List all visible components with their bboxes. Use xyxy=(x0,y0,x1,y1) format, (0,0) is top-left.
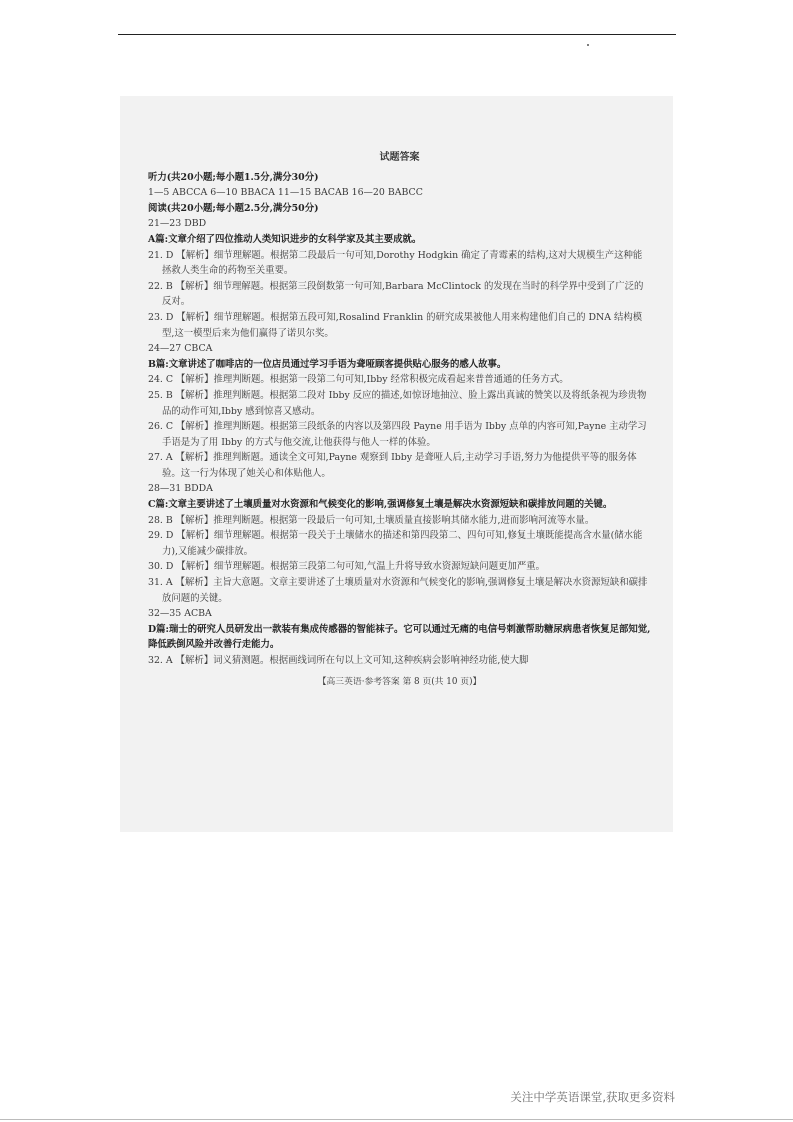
passage-a-summary: A篇:文章介绍了四位推动人类知识进步的女科学家及其主要成就。 xyxy=(148,233,422,245)
passage-b-summary: B篇:文章讲述了咖啡店的一位店员通过学习手语为聋哑顾客提供贴心服务的感人故事。 xyxy=(148,358,507,370)
answer-23: 23. D 【解析】细节理解题。根据第五段可知,Rosalind Franklin 的研究成果被他人用来构建他们自己的 DNA 结构模型,这一模型后来为他们赢得了诺贝尔奖。 xyxy=(148,311,643,339)
group-c-answers: 28—31 BDDA xyxy=(148,483,213,495)
scanned-answer-sheet xyxy=(120,96,673,832)
passage-d-summary: D篇:瑞士的研究人员研发出一款装有集成传感器的智能袜子。它可以通过无痛的电信号刺激帮助糖尿病患者恢复足部知觉,降低跌倒风险并改善行走能力。 xyxy=(148,623,651,651)
group-d-answers: 32—35 ACBA xyxy=(148,608,212,620)
answer-29: 29. D 【解析】细节理解题。根据第一段关于土壤储水的描述和第四段第二、四句可知,修复土壤既能提高含水量(储水能力),又能减少碳排放。 xyxy=(148,530,643,557)
group-b-answers: 24—27 CBCA xyxy=(148,343,213,355)
answer-21: 21. D 【解析】细节理解题。根据第二段最后一句可知,Dorothy Hodgkin 确定了青霉素的结构,这对大规模生产这种能拯救人类生命的药物至关重要。 xyxy=(148,249,643,277)
passage-c-summary: C篇:文章主要讲述了土壤质量对水资源和气候变化的影响,强调修复土壤是解决水资源短缺和碳排放问题的关键。 xyxy=(148,499,613,511)
answer-22: 22. B 【解析】细节理解题。根据第三段倒数第一句可知,Barbara McClintock 的发现在当时的科学界中受到了广泛的反对。 xyxy=(148,280,644,308)
page-footer: 【高三英语·参考答案 第 8 页(共 10 页)】 xyxy=(317,676,482,687)
answer-26: 26. C 【解析】推理判断题。根据第三段纸条的内容以及第四段 Payne 用手语为 Ibby 点单的内容可知,Payne 主动学习手语是为了用 Ibby 的方式与他交流,让他获得与他人一样的体验。 xyxy=(148,421,647,448)
page-title: 试题答案 xyxy=(379,152,420,163)
header-rule xyxy=(118,34,676,35)
answer-28: 28. B 【解析】推理判断题。根据第一段最后一句可知,土壤质量直接影响其储水能力,进而影响河流等水量。 xyxy=(148,514,595,526)
answer-24: 24. C 【解析】推理判断题。根据第一段第二句可知,Ibby 经常积极完成看起来普普通通的任务方式。 xyxy=(148,374,569,386)
listening-answers: 1—5 ABCCA 6—10 BBACA 11—15 BACAB 16—20 BABCC xyxy=(148,187,423,199)
answer-31: 31. A 【解析】主旨大意题。文章主要讲述了土壤质量对水资源和气候变化的影响,强调修复土壤是解决水资源短缺和碳排放问题的关键。 xyxy=(148,577,648,604)
answer-30: 30. D 【解析】细节理解题。根据第三段第二句可知,气温上升将导致水资源短缺问题更加严重。 xyxy=(148,561,545,573)
footer-rule xyxy=(0,1119,793,1120)
group-a-answers: 21—23 DBD xyxy=(148,218,207,230)
listening-header: 听力(共20小题;每小题1.5分,满分30分) xyxy=(148,171,319,183)
reading-header: 阅读(共20小题;每小题2.5分,满分50分) xyxy=(148,202,319,214)
answer-32: 32. A 【解析】词义猜测题。根据画线词所在句以上文可知,这种疾病会影响神经功能,使大脚 xyxy=(148,655,529,666)
speck xyxy=(587,44,589,46)
answer-27: 27. A 【解析】推理判断题。通读全文可知,Payne 观察到 Ibby 是聋哑人后,主动学习手语,努力为他提供平等的服务体验。这一行为体现了她关心和体贴他人。 xyxy=(148,452,637,479)
answer-25: 25. B 【解析】推理判断题。根据第二段对 Ibby 反应的描述,如惊讶地抽泣、脸上露出真诚的赞笑以及将纸条视为珍贵物品的动作可知,Ibby 感到惊喜又感动。 xyxy=(148,389,647,417)
watermark-text: 关注中学英语课堂,获取更多资料 xyxy=(510,1090,675,1104)
